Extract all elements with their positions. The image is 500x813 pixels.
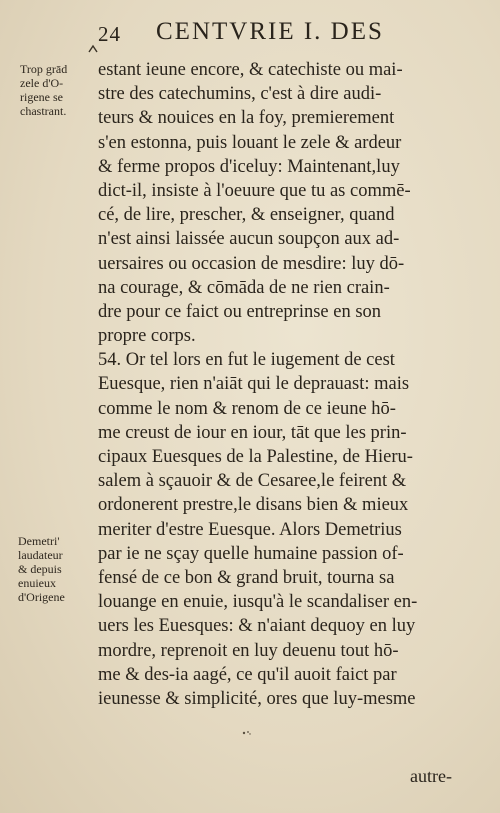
margin-note-line: Demetri': [18, 534, 60, 548]
body-line: Euesque, rien n'aiāt qui le deprauast: mais: [98, 374, 410, 395]
ornament-mark-icon: [88, 44, 98, 54]
body-line: me creust de iour en iour, tāt que les prin-: [98, 422, 407, 443]
margin-note-line: enuieux: [18, 576, 56, 590]
body-line: fensé de ce bon & grand bruit, tourna sa: [98, 567, 395, 588]
margin-note-line: Trop grād: [20, 62, 68, 76]
margin-note-line: chastrant.: [20, 104, 67, 118]
body-line: teurs & nouices en la foy, premierement: [98, 108, 395, 129]
body-line: meriter d'estre Euesque. Alors Demetrius: [98, 519, 402, 540]
margin-note-line: d'Origene: [18, 590, 65, 604]
body-line: 54. Or tel lors en fut le iugement de cest: [98, 350, 395, 371]
body-line: cipaux Euesques de la Palestine, de Hieru-: [98, 447, 413, 467]
body-line: ieunesse & simplicité, ores que luy-mesme: [98, 688, 416, 709]
body-line: s'en estonna, puis louant le zele & ardeur: [98, 132, 402, 153]
body-line: n'est ainsi laissée aucun soupçon aux ad-: [98, 229, 400, 250]
body-line: propre corps.: [98, 326, 196, 347]
margin-note-demetrius: [18, 534, 65, 604]
body-line: & ferme propos d'iceluy: Maintenant,luy: [98, 156, 400, 177]
margin-note-line: zele d'O-: [20, 76, 64, 90]
body-text: [98, 58, 458, 711]
folio-number: 24: [98, 22, 121, 46]
body-line: na courage, & cōmāda de ne rien crain-: [98, 277, 390, 298]
body-line: salem à sçauoir & de Cesaree,le feirent &: [98, 471, 407, 492]
body-line: dict-il, insiste à l'oeuure que tu as commē-: [98, 180, 411, 201]
page-header: [98, 18, 478, 52]
body-line: ordonerent prestre,le disans bien & mieux: [98, 495, 409, 516]
margin-note-line: laudateur: [18, 548, 63, 562]
body-line: comme le nom & renom de ce ieune hō-: [98, 398, 396, 419]
ink-blot-icon: [240, 728, 254, 738]
body-line: dre pour ce faict ou entreprinse en son: [98, 301, 382, 322]
margin-note-line: rigene se: [20, 90, 63, 104]
body-line: estant ieune encore, & catechiste ou mai-: [98, 60, 403, 80]
body-line: stre des catechumins, c'est à dire audi-: [98, 84, 382, 105]
margin-note-origen-zeal: [20, 62, 67, 118]
body-line: louange en enuie, iusqu'à le scandaliser en-: [98, 592, 418, 613]
margin-note-line: & depuis: [18, 562, 62, 576]
body-line: cé, de lire, prescher, & enseigner, quand: [98, 205, 395, 226]
body-line: par ie ne sçay quelle humaine passion of-: [98, 543, 404, 564]
body-line: uers les Euesques: & n'aiant dequoy en luy: [98, 616, 416, 637]
running-title: CENTVRIE I. DES: [156, 18, 384, 45]
body-line: uersaires ou occasion de mesdire: luy dō-: [98, 253, 405, 274]
catchword: autre-: [410, 766, 452, 786]
body-line: mordre, reprenoit en luy deuenu tout hō-: [98, 640, 399, 661]
body-line: me & des-ia aagé, ce qu'il auoit faict par: [98, 664, 397, 685]
